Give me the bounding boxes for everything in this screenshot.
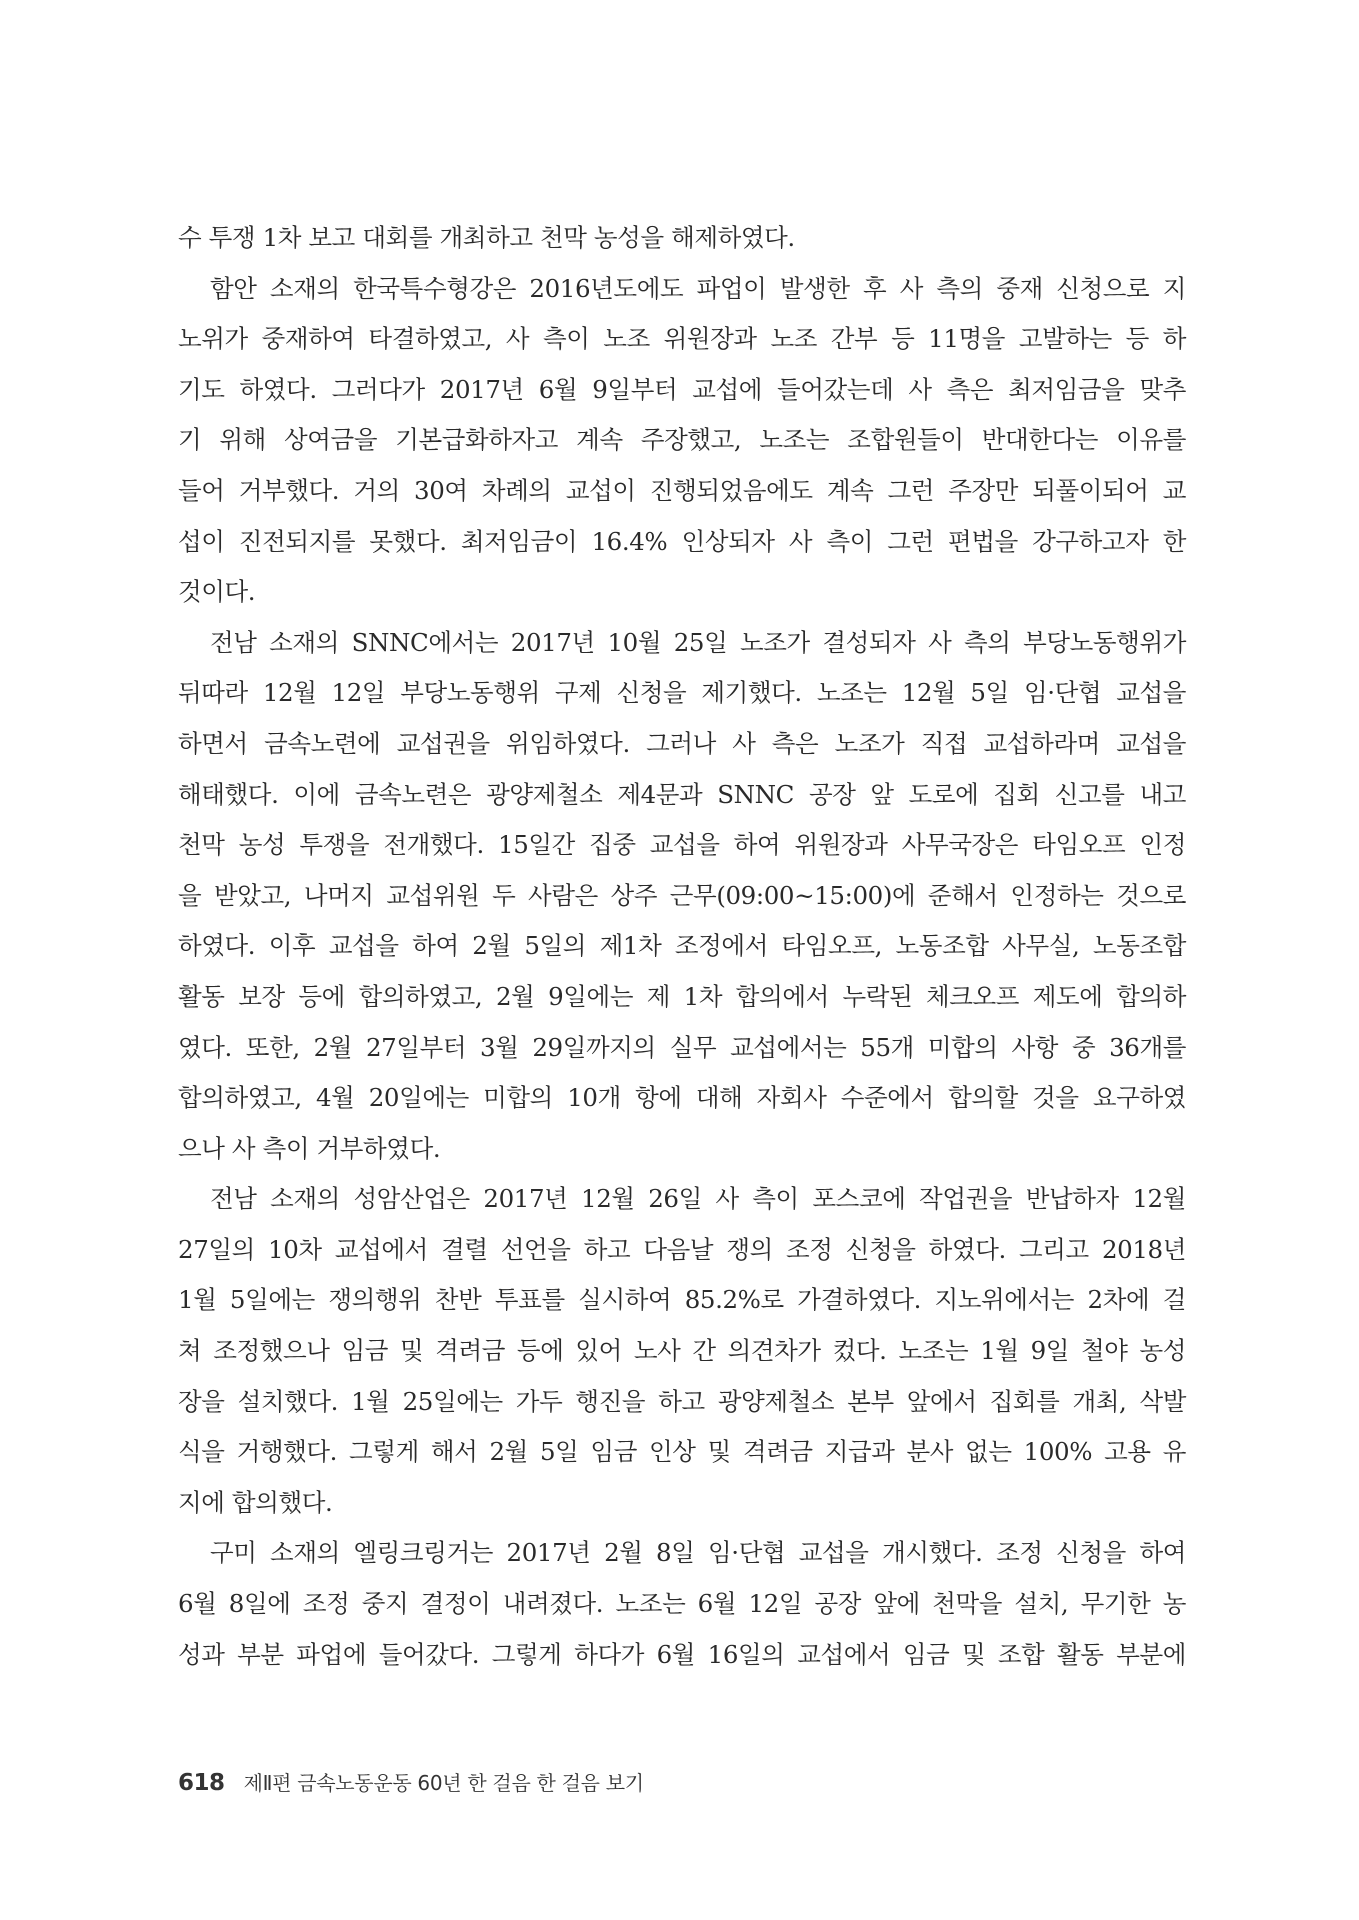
running-title: 제Ⅱ편 금속노동운동 60년 한 걸음 한 걸음 보기 [243, 1771, 644, 1795]
text-line: 노위가 중재하여 타결하였고, 사 측이 노조 위원장과 노조 간부 등 11명을 고발하는 등 하 [178, 324, 1186, 354]
text-line: 였다. 또한, 2월 27일부터 3월 29일까지의 실무 교섭에서는 55개 미합의 사항 중 36개를 [178, 1032, 1186, 1062]
text-line: 성과 부분 파업에 들어갔다. 그렇게 하다가 6월 16일의 교섭에서 임금 및 조합 활동 부분에 [178, 1639, 1186, 1669]
paragraph-continuation [178, 213, 1186, 264]
text-line: 들어 거부했다. 거의 30여 차례의 교섭이 진행되었음에도 계속 그런 주장만 되풀이되어 교 [178, 475, 1186, 505]
text-line: 전남 소재의 SNNC에서는 2017년 10월 25일 노조가 결성되자 사 측의 부당노동행위가 [210, 627, 1186, 657]
text-line: 뒤따라 12월 12일 부당노동행위 구제 신청을 제기했다. 노조는 12월 5일 임·단협 교섭을 [178, 678, 1186, 708]
text-line: 합의하였고, 4월 20일에는 미합의 10개 항에 대해 자회사 수준에서 합의할 것을 요구하였 [178, 1083, 1186, 1113]
text-line: 것이다. [178, 577, 256, 607]
text-line: 섭이 진전되지를 못했다. 최저임금이 16.4% 인상되자 사 측이 그런 편법을 강구하고자 한 [178, 526, 1186, 556]
text-line: 기 위해 상여금을 기본급화하자고 계속 주장했고, 노조는 조합원들이 반대한다는 이유를 [178, 425, 1186, 455]
text-line: 을 받았고, 나머지 교섭위원 두 사람은 상주 근무(09:00~15:00)에 준해서 인정하는 것으로 [178, 880, 1186, 910]
text-line: 쳐 조정했으나 임금 및 격려금 등에 있어 노사 간 의견차가 컸다. 노조는 1월 9일 철야 농성 [178, 1336, 1186, 1366]
text-line: 하면서 금속노련에 교섭권을 위임하였다. 그러나 사 측은 노조가 직접 교섭하라며 교섭을 [178, 728, 1186, 758]
paragraph-seongam [178, 1174, 1186, 1528]
paragraph-elring-klinger [178, 1528, 1186, 1680]
text-line: 활동 보장 등에 합의하였고, 2월 9일에는 제 1차 합의에서 누락된 체크오프 제도에 합의하 [178, 981, 1186, 1011]
text-line: 으나 사 측이 거부하였다. [178, 1133, 441, 1163]
paragraph-hanguk-teuksu [178, 264, 1186, 618]
text-line: 장을 설치했다. 1월 25일에는 가두 행진을 하고 광양제철소 본부 앞에서 집회를 개최, 삭발 [178, 1386, 1186, 1416]
text-line: 수 투쟁 1차 보고 대회를 개최하고 천막 농성을 해제하였다. [178, 223, 795, 252]
text-line: 해태했다. 이에 금속노련은 광양제철소 제4문과 SNNC 공장 앞 도로에 집회 신고를 내고 [178, 779, 1186, 809]
text-line: 하였다. 이후 교섭을 하여 2월 5일의 제1차 조정에서 타임오프, 노동조합 사무실, 노동조합 [178, 931, 1186, 961]
text-line: 식을 거행했다. 그렇게 해서 2월 5일 임금 인상 및 격려금 지급과 분사 없는 100% 고용 유 [178, 1437, 1186, 1467]
text-line: 1월 5일에는 쟁의행위 찬반 투표를 실시하여 85.2%로 가결하였다. 지노위에서는 2차에 걸 [178, 1285, 1186, 1315]
text-line: 지에 합의했다. [178, 1487, 333, 1517]
text-line: 6월 8일에 조정 중지 결정이 내려졌다. 노조는 6월 12일 공장 앞에 천막을 설치, 무기한 농 [178, 1589, 1186, 1619]
text-line: 천막 농성 투쟁을 전개했다. 15일간 집중 교섭을 하여 위원장과 사무국장은 타임오프 인정 [178, 830, 1186, 860]
text-line: 구미 소재의 엘링크링거는 2017년 2월 8일 임·단협 교섭을 개시했다. 조정 신청을 하여 [210, 1538, 1186, 1568]
paragraph-snnc [178, 618, 1186, 1175]
text-line: 기도 하였다. 그러다가 2017년 6월 9일부터 교섭에 들어갔는데 사 측은 최저임금을 맞추 [178, 374, 1186, 404]
page-number: 618 [178, 1770, 225, 1796]
text-line: 27일의 10차 교섭에서 결렬 선언을 하고 다음날 쟁의 조정 신청을 하였다. 그리고 2018년 [178, 1234, 1186, 1264]
text-line: 함안 소재의 한국특수형강은 2016년도에도 파업이 발생한 후 사 측의 중재 신청으로 지 [210, 273, 1186, 303]
body-text [178, 213, 1186, 1680]
text-line: 전남 소재의 성암산업은 2017년 12월 26일 사 측이 포스코에 작업권을 반납하자 12월 [210, 1184, 1186, 1214]
page-footer [178, 1763, 644, 1803]
